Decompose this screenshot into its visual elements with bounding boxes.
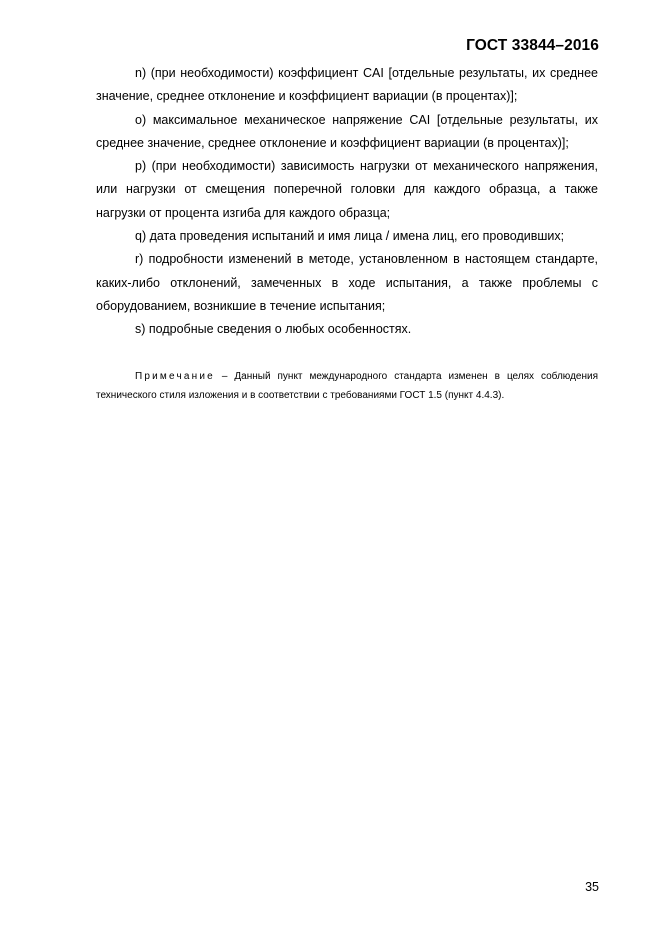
list-item-q: q) дата проведения испытаний и имя лица / имена лиц, его проводивших; bbox=[135, 229, 565, 244]
note-label: Примечание bbox=[135, 371, 215, 382]
note-paragraph bbox=[96, 367, 598, 405]
list-item-n: n) (при необходимости) коэффициент CAI [отдельные результаты, их среднее значение, среднее отклонение и коэффициент вариации (в процентах)]; bbox=[96, 66, 598, 104]
document-code: ГОСТ 33844–2016 bbox=[466, 37, 599, 54]
list-item-r: r) подробности изменений в методе, установленном в настоящем стандарте, каких-либо отклонений, замеченных в ходе испытания, а также проблемы с оборудованием, возникшие в течение испытания; bbox=[96, 252, 598, 313]
note-text: – Данный пункт международного стандарта изменен в целях соблюдения технического стиля изложения и в соответствии с требованиями ГОСТ 1.5 (пункт 4.4.3). bbox=[96, 371, 598, 401]
list-item-o: o) максимальное механическое напряжение CAI [отдельные результаты, их среднее значение, среднее отклонение и коэффициент вариации (в процентах)]; bbox=[96, 112, 598, 150]
page-number: 35 bbox=[585, 880, 599, 894]
report-items-list bbox=[96, 62, 598, 342]
list-item-s: s) подробные сведения о любых особенностях. bbox=[135, 322, 412, 337]
list-item-p: p) (при необходимости) зависимость нагрузки от механического напряжения, или нагрузки от смещения поперечной головки для каждого образца, а также нагрузки от процента изгиба для каждого образца; bbox=[96, 159, 598, 220]
